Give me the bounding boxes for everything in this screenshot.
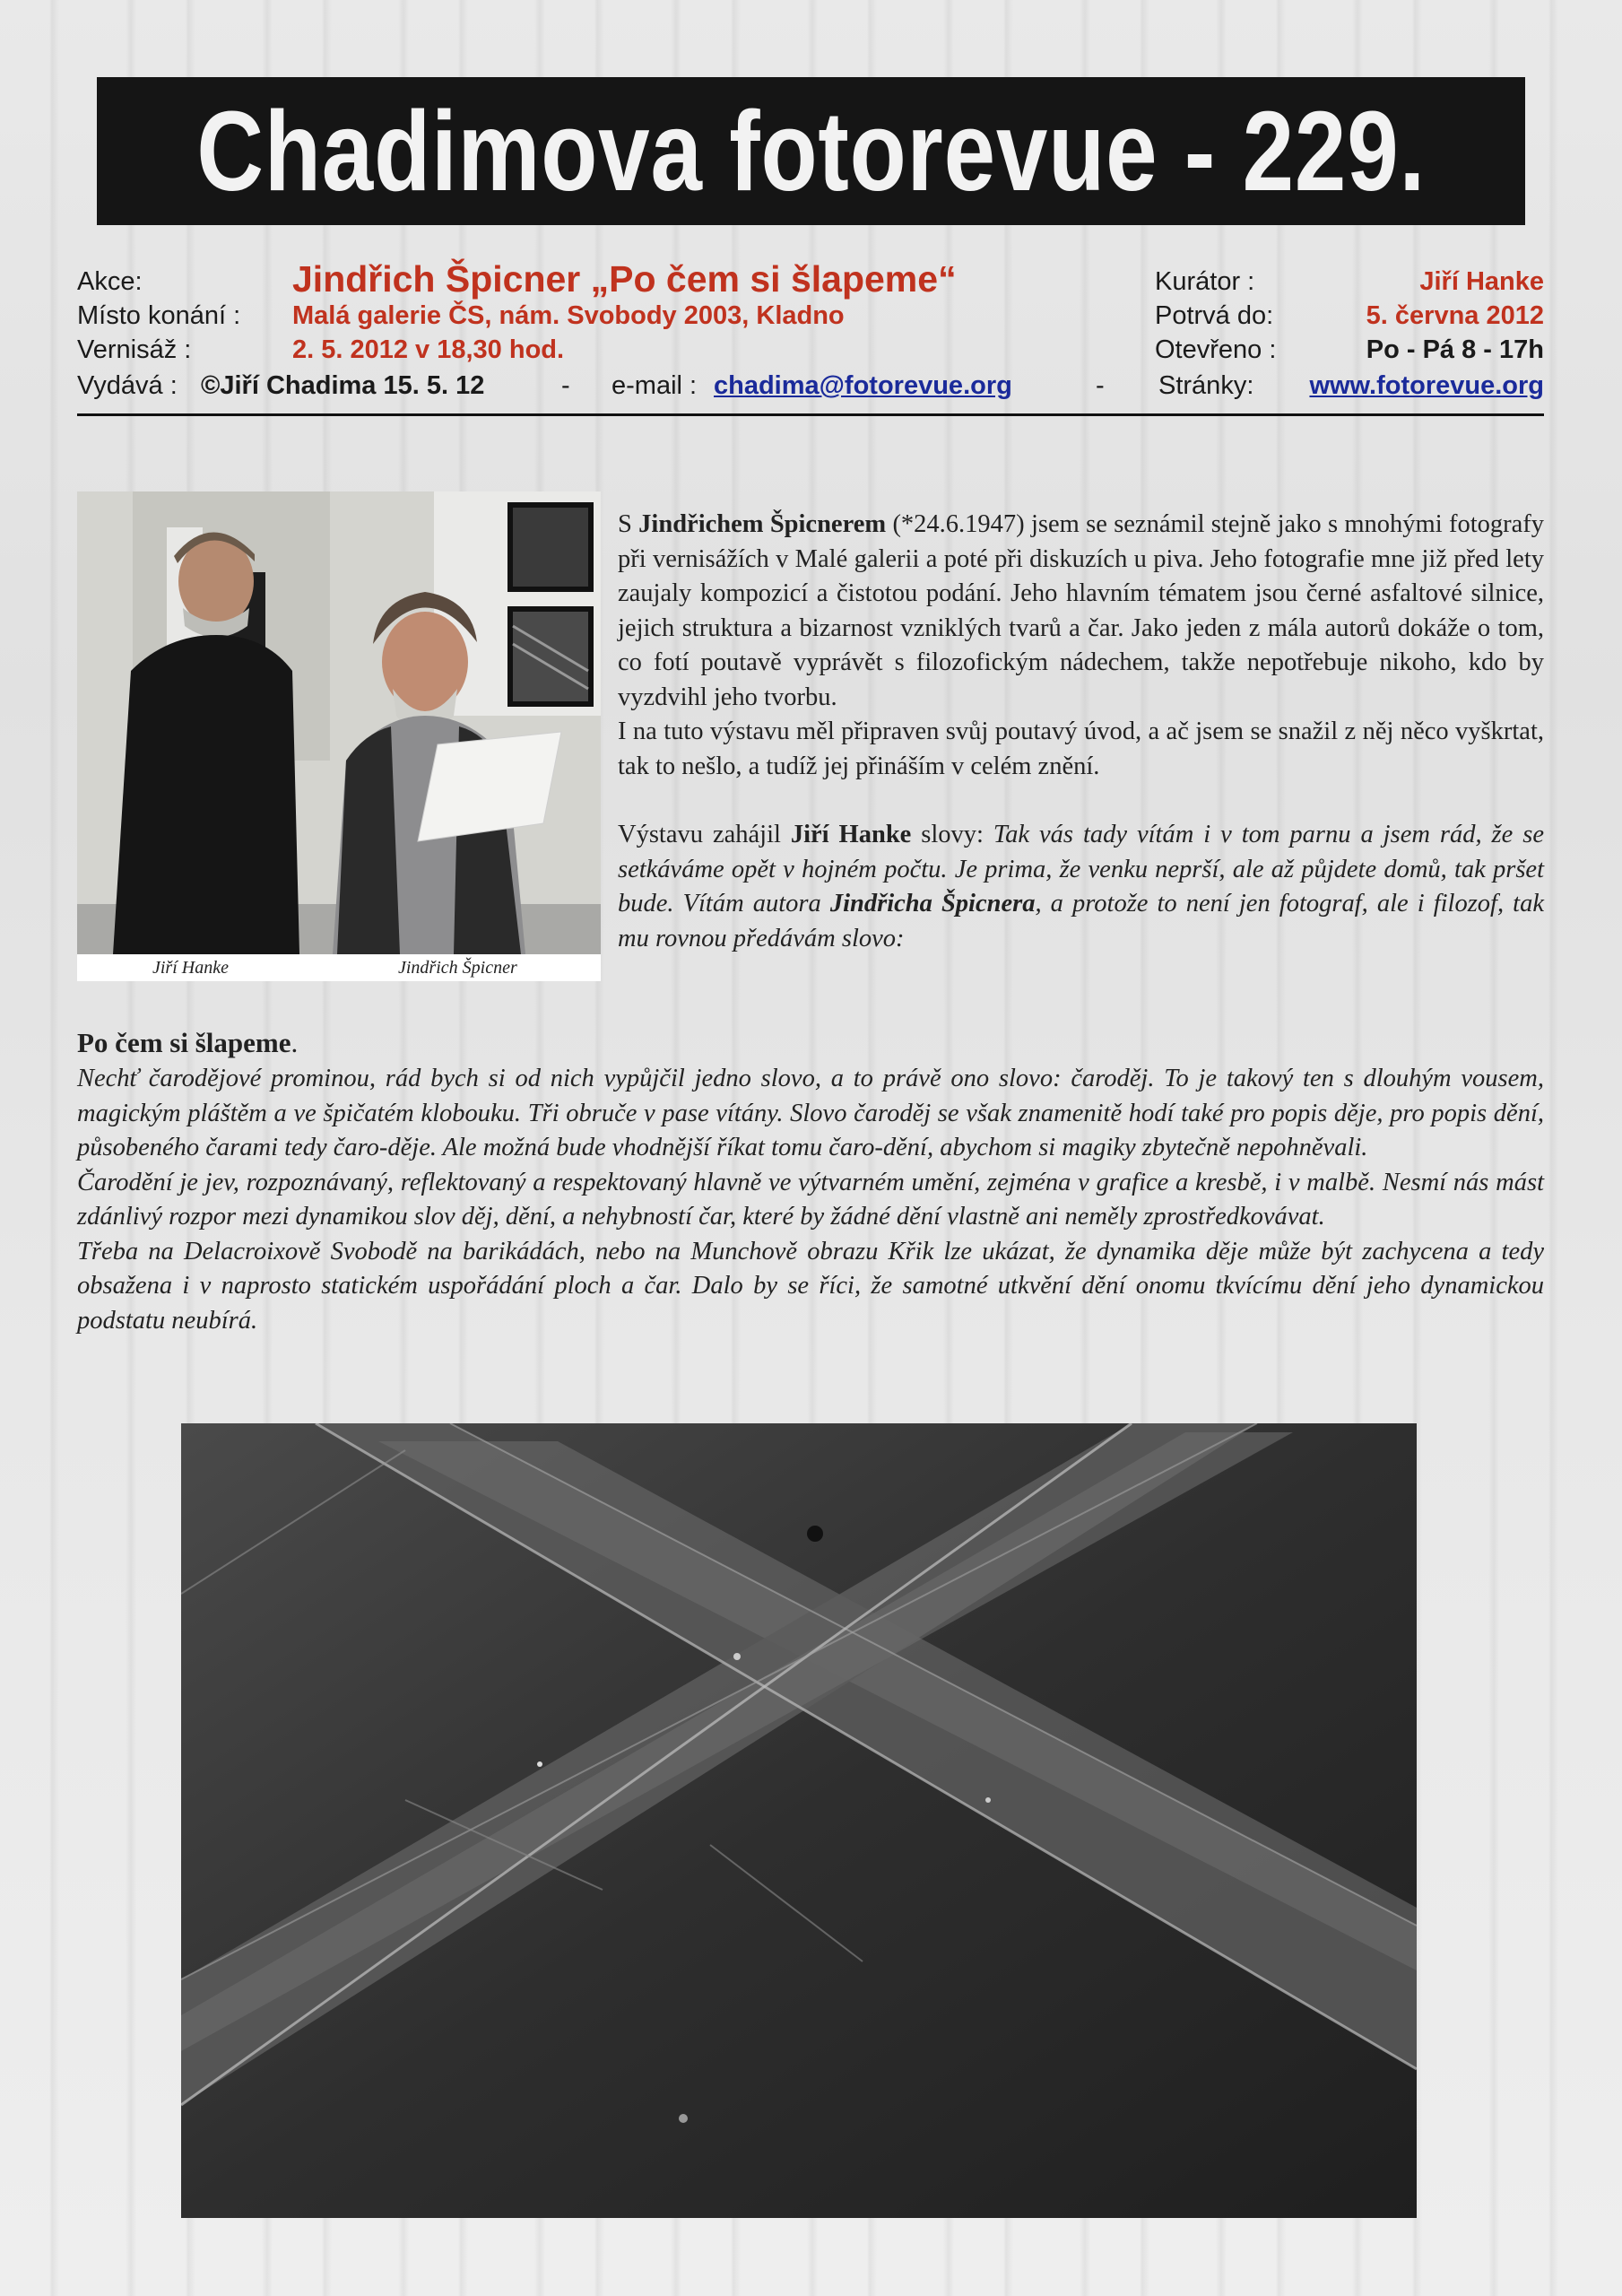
opening-quote-end: , a protože to není jen fotograf, ale i filozof, tak mu rovnou předávám slovo:	[618, 890, 1544, 952]
potrva-label: Potrvá do:	[1155, 301, 1274, 330]
essay	[77, 1024, 1544, 1338]
vernisaz-value: 2. 5. 2012 v 18,30 hod.	[292, 335, 565, 364]
essay-heading-dot: .	[291, 1027, 299, 1058]
kurator-value: Jiří Hanke	[1419, 267, 1544, 296]
otevreno-label: Otevřeno :	[1155, 335, 1277, 364]
asphalt-photo	[181, 1423, 1417, 2218]
essay-heading	[77, 1024, 1544, 1062]
portrait-photo	[77, 491, 601, 954]
quote-author-name: Jindřicha Špicnera	[829, 890, 1036, 918]
intro-paragraph-2: I na tuto výstavu měl připraven svůj poutavý úvod, a ač jsem se snažil z něj něco vyškrtat, tak to nešlo, a tudíž jej přináším v celém znění.	[618, 718, 1544, 780]
intro-paragraph-1	[618, 508, 1544, 715]
essay-paragraph-3: Třeba na Delacroixově Svobodě na barikádách, nebo na Munchově obrazu Křik lze ukázat, že dynamika děje může být zachycena a tedy obsažena i v naprosto statickém uspořádání ploch a čar. Dalo by se říci, že samotné utkvění dění onomu tkvícímu dění jeho dynamickou podstatu neubírá.	[77, 1237, 1544, 1335]
header-divider	[77, 413, 1544, 416]
misto-label: Místo konání :	[77, 301, 241, 330]
intro-p1-rest: (*24.6.1947) jsem se seznámil stejně jako s mnohými fotografy při vernisážích v Malé galerii a poté při diskuzích u piva. Jeho fotografie mne již před lety zaujaly kompozicí a čistotou podání. Jeho hlavním tématem jsou černé asfaltové silnice, jejich struktura a bizarnost vzniklých tvarů a čar. Jako jeden z mála autorů dokáže o tom, co fotí poutavě vyprávět s filozofickým nádechem, takže nepotřebuje nikoho, kdo by vyzdvihl jeho tvorbu.	[618, 510, 1545, 711]
title-banner	[97, 77, 1525, 225]
essay-heading-text: Po čem si šlapeme	[77, 1027, 291, 1058]
intro-p1-start: S	[618, 510, 639, 538]
email-link[interactable]: chadima@fotorevue.org	[714, 371, 1012, 400]
akce-value: Jindřich Špicner „Po čem si šlapeme“	[292, 258, 957, 300]
akce-label: Akce:	[77, 267, 143, 296]
event-info	[77, 258, 1544, 411]
intro-paragraph-3	[618, 818, 1544, 956]
intro-text	[618, 508, 1544, 956]
essay-paragraph-1: Nechť čarodějové prominou, rád bych si od nich vypůjčil jedno slovo, a to právě ono slovo: čaroděj. To je takový ten s dlouhým vousem, magickým pláštěm a ve špičatém klobouku. Tři obruče v pase vítány. Slovo čaroděj se však znamenitě hodí také pro popis děje, pro popis dění, působeného čarami tedy čaro-děje. Ale možná bude vhodnější říkat tomu čaro-dění, abychom si magiky zbytečně nepohněvali.	[77, 1065, 1544, 1161]
caption-right: Jindřich Špicner	[398, 958, 517, 978]
separator-2: -	[1096, 371, 1105, 400]
kurator-label: Kurátor :	[1155, 267, 1255, 296]
email-label: e-mail :	[612, 371, 698, 400]
vydava-label: Vydává :	[77, 371, 178, 400]
misto-value: Malá galerie ČS, nám. Svobody 2003, Kladno	[292, 301, 845, 330]
vernisaz-label: Vernisáž :	[77, 335, 192, 364]
separator-1: -	[561, 371, 570, 400]
otevreno-value: Po - Pá 8 - 17h	[1366, 335, 1544, 364]
intro-p3-mid: slovy:	[911, 821, 993, 848]
opening-quote-start: Tak vás tady vítám i v tom parnu a jsem rád, že se setkáváme opět v hojném počtu. Je prima, že venku neprší, ale až půjdete domů, tak pršet bude. Vítám autora	[618, 821, 1544, 918]
website-link[interactable]: www.fotorevue.org	[1309, 371, 1544, 400]
intro-author-name: Jindřichem Špicnerem	[638, 510, 887, 538]
potrva-value: 5. června 2012	[1366, 301, 1544, 330]
page-title: Chadimova fotorevue - 229.	[196, 87, 1426, 214]
caption-left: Jiří Hanke	[152, 958, 229, 978]
portrait-photo-frame	[77, 491, 601, 981]
opener-name: Jiří Hanke	[790, 821, 912, 848]
intro-p3-start: Výstavu zahájil	[618, 821, 791, 848]
essay-paragraph-2: Čarodění je jev, rozpoznávaný, reflektovaný a respektovaný hlavně ve výtvarném umění, zejména v grafice a kresbě, i v malbě. Nesmí nás mást zdánlivý rozpor mezi dynamikou slov děj, dění, a nehybností čar, které by žádné dění vlastně ani neměly zprostředkovávat.	[77, 1168, 1544, 1231]
stranky-label: Stránky:	[1158, 371, 1254, 400]
vydava-value: ©Jiří Chadima 15. 5. 12	[201, 371, 485, 400]
